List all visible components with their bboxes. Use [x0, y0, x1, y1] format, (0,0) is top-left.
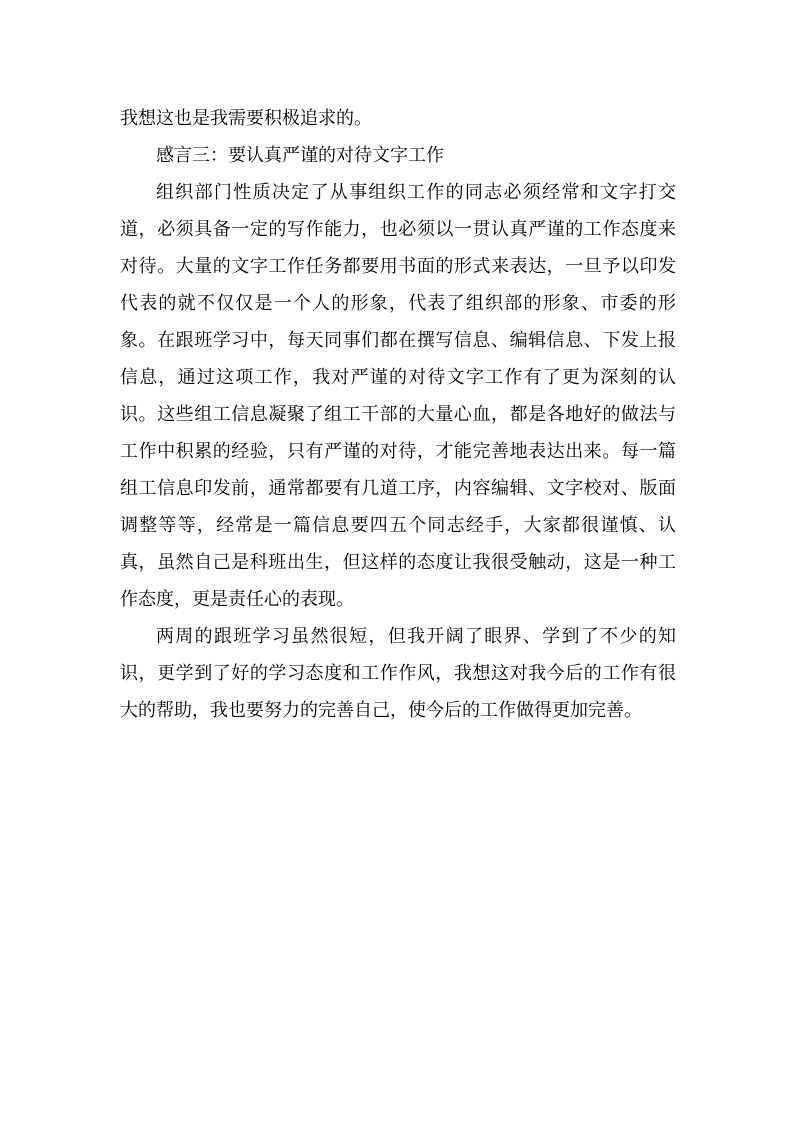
- body-paragraph: 组织部门性质决定了从事组织工作的同志必须经常和文字打交道，必须具备一定的写作能力，也必须以一贯认真严谨的工作态度来对待。大量的文字工作任务都要用书面的形式来表达，一旦予以印发代表的就不仅仅是一个人的形象，代表了组织部的形象、市委的形象。在跟班学习中，每天同事们都在撰写信息、编辑信息、下发上报信息，通过这项工作，我对严谨的对待文字工作有了更为深刻的认识。这些组工信息凝聚了组工干部的大量心血，都是各地好的做法与工作中积累的经验，只有严谨的对待，才能完善地表达出来。每一篇组工信息印发前，通常都要有几道工序，内容编辑、文字校对、版面调整等等，经常是一篇信息要四五个同志经手，大家都很谨慎、认真，虽然自己是科班出生，但这样的态度让我很受触动，这是一种工作态度，更是责任心的表现。: [120, 182, 676, 610]
- section-heading: 感言三：要认真严谨的对待文字工作: [156, 145, 444, 166]
- continuation-paragraph: 我想这也是我需要积极追求的。: [120, 108, 372, 129]
- closing-paragraph: 两周的跟班学习虽然很短，但我开阔了眼界、学到了不少的知识，更学到了好的学习态度和工作作风，我想这对我今后的工作有很大的帮助，我也要努力的完善自己，使今后的工作做得更加完善。: [120, 626, 676, 721]
- document-body: [120, 100, 676, 729]
